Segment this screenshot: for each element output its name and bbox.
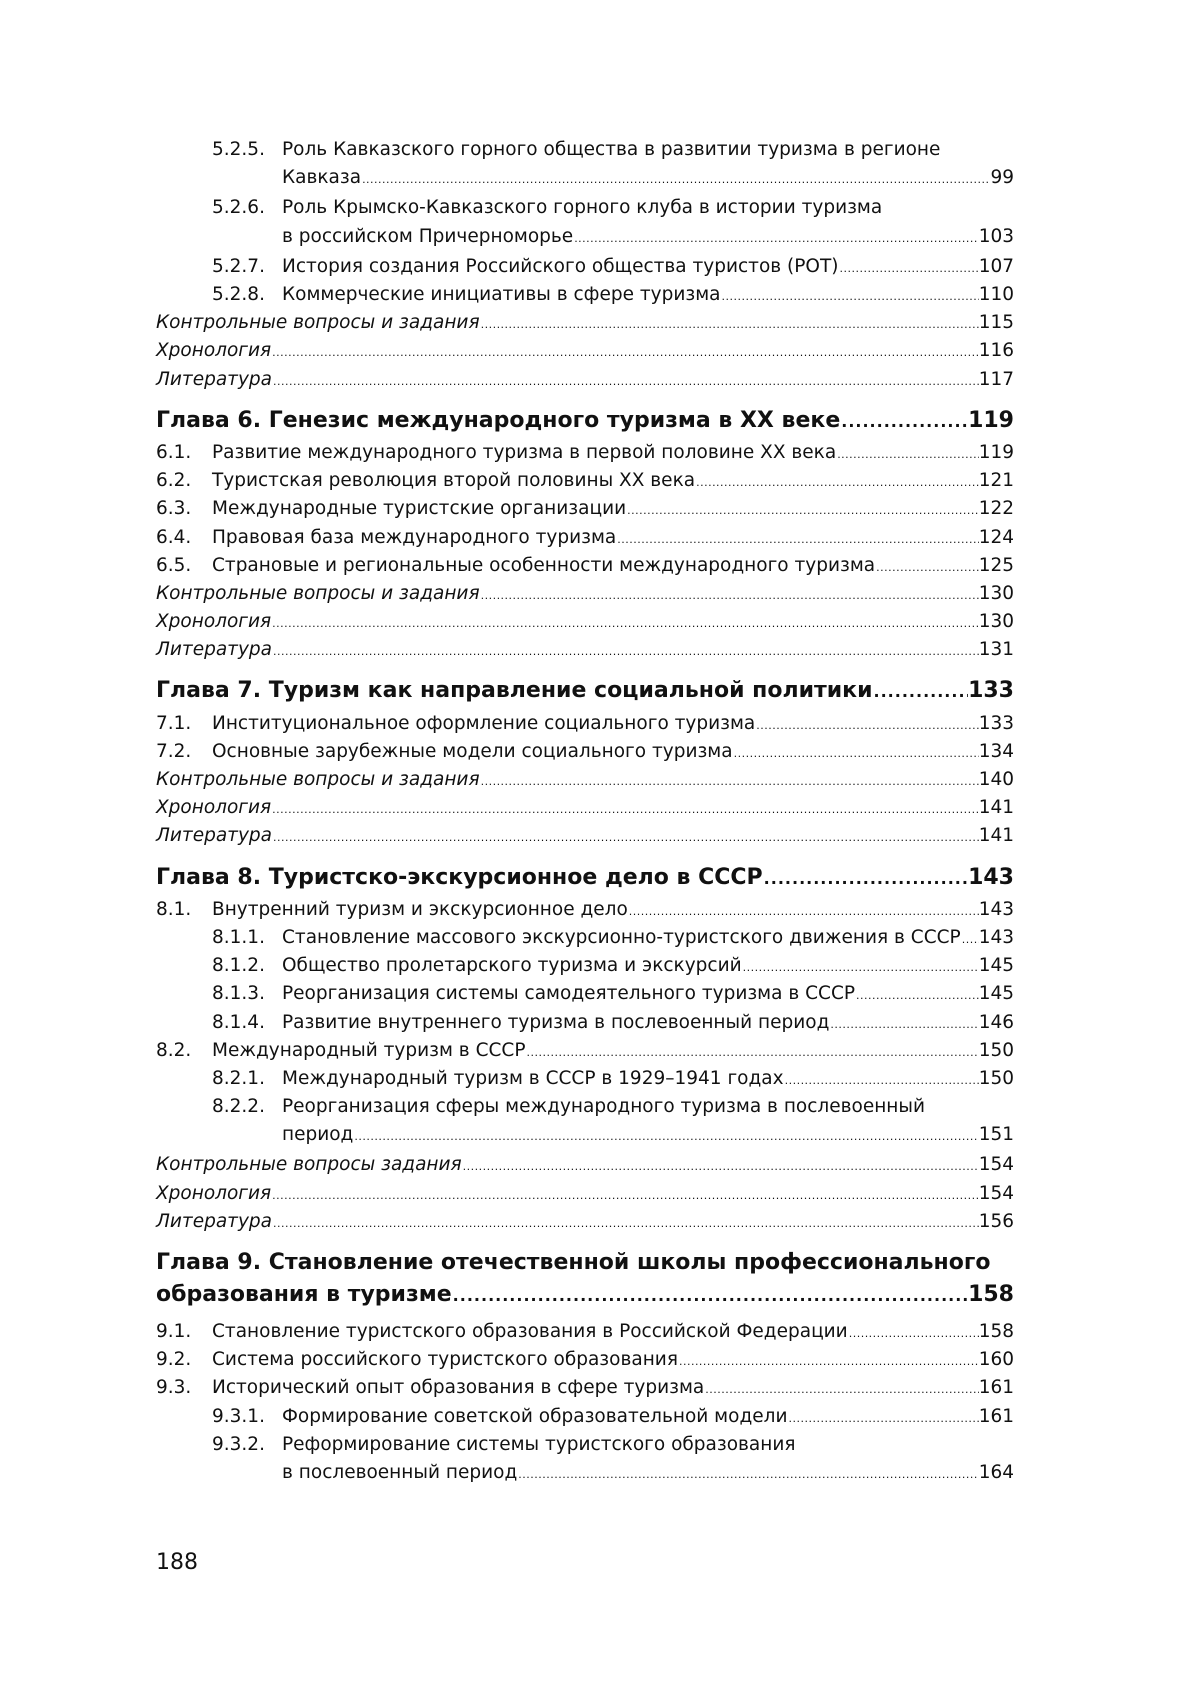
entry-title: Международный туризм в СССР: [212, 1039, 526, 1061]
toc-entry: [156, 580, 1014, 608]
entry-page: 107: [978, 255, 1014, 277]
entry-page: 130: [978, 611, 1014, 633]
dot-leader: [704, 1376, 978, 1404]
toc-entry: [156, 439, 1014, 467]
entry-body: [282, 253, 1014, 283]
toc-entry: [156, 366, 1014, 394]
entry-title-row: [156, 862, 1014, 895]
toc-entry: [156, 822, 1014, 850]
entry-title: Контрольные вопросы и задания: [156, 582, 480, 604]
toc-entry: [156, 1374, 1014, 1402]
entry-page: 161: [978, 1377, 1014, 1399]
entry-title: Развитие внутреннего туризма в послевоенный период: [282, 1011, 830, 1033]
dot-leader: [271, 796, 979, 824]
entry-title: Литература: [156, 825, 272, 847]
entry-page: 143: [978, 926, 1014, 948]
dot-leader: [840, 406, 968, 438]
entry-body: [282, 1403, 1014, 1433]
entry-title-row: [282, 1403, 1014, 1433]
dot-leader: [721, 283, 979, 311]
entry-title: период: [282, 1124, 354, 1146]
entry-page: 146: [978, 1011, 1014, 1033]
entry-page: 125: [978, 554, 1014, 576]
entry-title: Становление массового экскурсионно-туристского движения в СССР: [282, 926, 961, 948]
entry-page: 124: [978, 526, 1014, 548]
entry-title-row: [156, 766, 1014, 796]
dot-leader: [353, 1123, 978, 1151]
toc-entry: [156, 194, 1014, 252]
toc-entry: [156, 495, 1014, 523]
entry-title: Туристская революция второй половины XX века: [212, 470, 696, 492]
dot-leader: [829, 1011, 978, 1039]
dot-leader: [271, 610, 979, 638]
entry-title-row: [212, 1374, 1014, 1404]
chapter-heading: [156, 675, 1014, 703]
dot-leader: [517, 1461, 978, 1489]
entry-title-row: [212, 524, 1014, 554]
entry-title: Страновые и региональные особенности международного туризма: [212, 554, 876, 576]
entry-title-row: [282, 1121, 1014, 1151]
toc-entry: [156, 1208, 1014, 1236]
entry-title-row: [212, 710, 1014, 740]
entry-number: 9.2.: [156, 1349, 192, 1371]
entry-title: Кавказа: [282, 167, 362, 189]
entry-title: Хронология: [156, 340, 272, 362]
entry-title-row: [282, 281, 1014, 311]
entry-title-line: Реорганизация сферы международного туризма в послевоенный: [282, 1096, 926, 1118]
entry-title: Литература: [156, 639, 272, 661]
dot-leader: [733, 740, 979, 768]
entry-title-line: Роль Кавказского горного общества в развитии туризма в регионе: [282, 139, 941, 160]
entry-body: [212, 1037, 1014, 1067]
entry-title: в российском Причерноморье: [282, 225, 574, 247]
dot-leader: [678, 1348, 979, 1376]
entry-title-row: [212, 1318, 1014, 1348]
entry-page: 154: [978, 1154, 1014, 1176]
entry-body: [156, 337, 1014, 367]
entry-body: [156, 1208, 1014, 1238]
toc-entry: [156, 952, 1014, 980]
entry-title: Внутренний туризм и экскурсионное дело: [212, 898, 628, 920]
page-number: 188: [156, 1550, 198, 1575]
toc-entry: [156, 1346, 1014, 1374]
entry-page: 156: [978, 1210, 1014, 1232]
entry-title-row: [156, 1208, 1014, 1238]
entry-title: Общество пролетарского туризма и экскурсий: [282, 955, 742, 977]
entry-page: 141: [978, 825, 1014, 847]
entry-page: 122: [978, 498, 1014, 520]
entry-body: [156, 405, 1014, 438]
entry-page: 160: [978, 1349, 1014, 1371]
entry-body: [212, 1346, 1014, 1376]
entry-title-row: [156, 337, 1014, 367]
dot-leader: [480, 311, 979, 339]
entry-title-row: [212, 896, 1014, 926]
entry-title-row: [282, 253, 1014, 283]
entry-page: 158: [968, 1282, 1014, 1308]
entry-body: [156, 1151, 1014, 1181]
toc-entry: [156, 1431, 1014, 1489]
entry-title: в послевоенный период: [282, 1461, 518, 1483]
entry-body: [156, 822, 1014, 852]
entry-page: 150: [978, 1067, 1014, 1089]
dot-leader: [695, 469, 979, 497]
entry-page: 133: [978, 712, 1014, 734]
toc-entry: [156, 1180, 1014, 1208]
entry-page: 161: [978, 1405, 1014, 1427]
entry-number: 8.1.1.: [212, 926, 265, 948]
entry-number: 8.1.: [156, 898, 192, 920]
entry-title-row: [156, 1279, 1014, 1312]
entry-number: 8.1.4.: [212, 1011, 265, 1033]
entry-page: 141: [978, 797, 1014, 819]
toc-entry: [156, 337, 1014, 365]
entry-title-row: [156, 580, 1014, 610]
entry-title-row: [212, 439, 1014, 469]
dot-leader: [272, 824, 979, 852]
toc-entry: [156, 281, 1014, 309]
toc-entry: [156, 1037, 1014, 1065]
entry-page: 103: [978, 225, 1014, 247]
entry-body: [156, 309, 1014, 339]
toc-entry: [156, 1093, 1014, 1151]
toc-entry: [156, 1009, 1014, 1037]
entry-number: 8.2.2.: [212, 1096, 265, 1118]
entry-body: [282, 136, 1014, 194]
toc-entry: [156, 980, 1014, 1008]
toc-entry: [156, 636, 1014, 664]
entry-body: [156, 1247, 1014, 1312]
entry-page: 140: [978, 769, 1014, 790]
entry-title: Коммерческие инициативы в сфере туризма: [282, 284, 721, 305]
entry-number: 8.1.3.: [212, 983, 265, 1005]
entry-body: [282, 980, 1014, 1010]
entry-page: 131: [978, 639, 1014, 661]
entry-number: 6.4.: [156, 526, 192, 548]
dot-leader: [272, 368, 979, 396]
dot-leader: [755, 712, 978, 740]
entry-title: История создания Российского общества туристов (РОТ): [282, 255, 839, 277]
toc-entry: [156, 552, 1014, 580]
entry-number: 7.2.: [156, 740, 192, 762]
dot-leader: [452, 1280, 968, 1312]
dot-leader: [480, 582, 979, 610]
entry-body: [212, 495, 1014, 525]
entry-title: Хронология: [156, 611, 272, 633]
entry-body: [212, 710, 1014, 740]
entry-title: Контрольные вопросы задания: [156, 1154, 462, 1176]
entry-page: 133: [968, 678, 1014, 704]
entry-number: 9.3.2.: [212, 1433, 265, 1455]
entry-title: Глава 8. Туристско-экскурсионное дело в СССР: [156, 864, 763, 890]
entry-number: 5.2.6.: [212, 197, 265, 219]
entry-title: Литература: [156, 368, 272, 390]
entry-title-row: [212, 552, 1014, 582]
dot-leader: [272, 1210, 979, 1238]
entry-title: Международный туризм в СССР в 1929–1941 годах: [282, 1067, 784, 1089]
entry-body: [156, 608, 1014, 638]
entry-number: 5.2.5.: [212, 139, 265, 160]
entry-title-row: [156, 822, 1014, 852]
entry-title-row: [212, 1037, 1014, 1067]
entry-body: [212, 552, 1014, 582]
entry-title: Глава 6. Генезис международного туризма в XX веке: [156, 407, 841, 433]
chapter-heading: [156, 1247, 1014, 1312]
entry-number: 8.2.1.: [212, 1067, 265, 1089]
entry-title: Контрольные вопросы и задания: [156, 769, 480, 790]
dot-leader: [784, 1067, 979, 1095]
entry-body: [212, 524, 1014, 554]
entry-number: 6.1.: [156, 441, 192, 463]
entry-title: Формирование советской образовательной модели: [282, 1405, 788, 1427]
toc-entry: [156, 710, 1014, 738]
dot-leader: [763, 863, 968, 895]
dot-leader: [480, 768, 979, 796]
dot-leader: [839, 255, 979, 283]
entry-title-line: Реформирование системы туристского образования: [282, 1433, 796, 1455]
entry-body: [282, 952, 1014, 982]
entry-page: 145: [978, 983, 1014, 1005]
entry-body: [282, 924, 1014, 954]
entry-number: 9.3.: [156, 1377, 192, 1399]
entry-body: [156, 366, 1014, 396]
entry-number: 6.3.: [156, 498, 192, 520]
entry-page: 119: [968, 407, 1014, 433]
dot-leader: [626, 497, 979, 525]
entry-page: 151: [978, 1124, 1014, 1146]
dot-leader: [873, 676, 969, 708]
toc-entry: [156, 924, 1014, 952]
entry-body: [212, 896, 1014, 926]
entry-page: 158: [978, 1321, 1014, 1343]
toc-entry: [156, 1403, 1014, 1431]
entry-title-row: [282, 1065, 1014, 1095]
entry-page: 150: [978, 1039, 1014, 1061]
entry-title: Институциональное оформление социального туризма: [212, 712, 756, 734]
entry-number: 6.5.: [156, 554, 192, 576]
toc-entry: [156, 608, 1014, 636]
entry-title-row: [282, 1009, 1014, 1039]
dot-leader: [272, 638, 979, 666]
entry-title: Реорганизация системы самодеятельного туризма в СССР: [282, 983, 856, 1005]
entry-body: [156, 675, 1014, 708]
entry-page: 145: [978, 955, 1014, 977]
entry-page: 121: [978, 470, 1014, 492]
entry-body: [156, 862, 1014, 895]
entry-title: Литература: [156, 1210, 272, 1232]
toc-entry: [156, 309, 1014, 337]
entry-number: 5.2.8.: [212, 284, 265, 305]
dot-leader: [573, 225, 979, 253]
dot-leader: [628, 898, 979, 926]
entry-title-row: [282, 1459, 1014, 1489]
entry-number: 8.2.: [156, 1039, 192, 1061]
dot-leader: [961, 926, 979, 954]
entry-page: 143: [968, 864, 1014, 890]
entry-title-row: [156, 1151, 1014, 1181]
entry-title-row: [156, 366, 1014, 396]
toc-entry: [156, 738, 1014, 766]
entry-title: Развитие международного туризма в первой половине XX века: [212, 441, 837, 463]
toc-entry: [156, 524, 1014, 552]
toc-entry: [156, 136, 1014, 194]
entry-title: Правовая база международного туризма: [212, 526, 617, 548]
entry-page: 119: [978, 441, 1014, 463]
entry-title: образования в туризме: [156, 1282, 452, 1308]
entry-title-row: [282, 223, 1014, 253]
entry-page: 154: [978, 1182, 1014, 1204]
entry-title-row: [156, 636, 1014, 666]
dot-leader: [462, 1153, 979, 1181]
dot-leader: [526, 1039, 979, 1067]
entry-page: 130: [978, 582, 1014, 604]
entry-body: [156, 794, 1014, 824]
entry-number: 6.2.: [156, 470, 192, 492]
entry-title: Глава 7. Туризм как направление социальной политики: [156, 678, 873, 704]
entry-title-row: [156, 675, 1014, 708]
entry-number: 9.3.1.: [212, 1405, 265, 1427]
entry-title-row: [212, 738, 1014, 768]
dot-leader: [271, 339, 979, 367]
entry-body: [156, 580, 1014, 610]
toc-entry: [156, 794, 1014, 822]
entry-body: [282, 1431, 1014, 1489]
entry-body: [282, 1009, 1014, 1039]
dot-leader: [271, 1182, 979, 1210]
entry-title-row: [156, 405, 1014, 438]
entry-page: 134: [978, 740, 1014, 762]
toc-entry: [156, 253, 1014, 281]
chapter-heading: [156, 862, 1014, 890]
entry-number: 9.1.: [156, 1321, 192, 1343]
entry-body: [212, 467, 1014, 497]
entry-title-line: Глава 9. Становление отечественной школы профессионального: [156, 1250, 991, 1276]
entry-title: Становление туристского образования в Российской Федерации: [212, 1321, 848, 1343]
toc-entry: [156, 1065, 1014, 1093]
entry-body: [156, 766, 1014, 796]
entry-body: [212, 1318, 1014, 1348]
entry-title-row: [212, 1346, 1014, 1376]
entry-title: Контрольные вопросы и задания: [156, 312, 480, 334]
table-of-contents: [156, 136, 1014, 1489]
toc-entry: [156, 467, 1014, 495]
entry-page: 110: [978, 284, 1014, 305]
entry-title: Основные зарубежные модели социального туризма: [212, 740, 733, 762]
entry-title-row: [156, 794, 1014, 824]
entry-body: [212, 439, 1014, 469]
entry-page: 115: [978, 312, 1014, 334]
entry-body: [212, 738, 1014, 768]
entry-body: [282, 1065, 1014, 1095]
dot-leader: [855, 982, 979, 1010]
entry-body: [156, 1180, 1014, 1210]
entry-number: 7.1.: [156, 712, 192, 734]
entry-title: Международные туристские организации: [212, 498, 627, 520]
toc-entry: [156, 896, 1014, 924]
entry-page: 164: [978, 1461, 1014, 1483]
entry-title: Система российского туристского образования: [212, 1349, 678, 1371]
entry-number: 8.1.2.: [212, 955, 265, 977]
entry-page: 116: [978, 340, 1014, 362]
entry-title-row: [282, 980, 1014, 1010]
entry-page: 117: [978, 368, 1014, 390]
dot-leader: [875, 554, 979, 582]
entry-title: Исторический опыт образования в сфере туризма: [212, 1377, 705, 1399]
entry-title-row: [282, 952, 1014, 982]
entry-body: [212, 1374, 1014, 1404]
entry-title: Хронология: [156, 1182, 272, 1204]
entry-title-row: [282, 164, 1014, 194]
dot-leader: [787, 1405, 978, 1433]
toc-entry: [156, 1151, 1014, 1179]
entry-body: [282, 1093, 1014, 1151]
entry-title-row: [212, 495, 1014, 525]
dot-leader: [361, 166, 990, 194]
entry-page: 99: [990, 167, 1014, 189]
toc-entry: [156, 766, 1014, 794]
dot-leader: [742, 954, 979, 982]
entry-title-row: [212, 467, 1014, 497]
entry-page: 143: [978, 898, 1014, 920]
entry-title-row: [156, 608, 1014, 638]
entry-number: 5.2.7.: [212, 255, 265, 277]
toc-entry: [156, 1318, 1014, 1346]
entry-title-row: [156, 309, 1014, 339]
chapter-heading: [156, 405, 1014, 433]
entry-body: [282, 281, 1014, 311]
dot-leader: [848, 1320, 979, 1348]
dot-leader: [616, 526, 978, 554]
dot-leader: [836, 441, 979, 469]
entry-title-row: [156, 1180, 1014, 1210]
entry-body: [282, 194, 1014, 252]
entry-title-row: [282, 924, 1014, 954]
entry-body: [156, 636, 1014, 666]
entry-title: Хронология: [156, 797, 272, 819]
entry-title-line: Роль Крымско-Кавказского горного клуба в истории туризма: [282, 197, 883, 219]
